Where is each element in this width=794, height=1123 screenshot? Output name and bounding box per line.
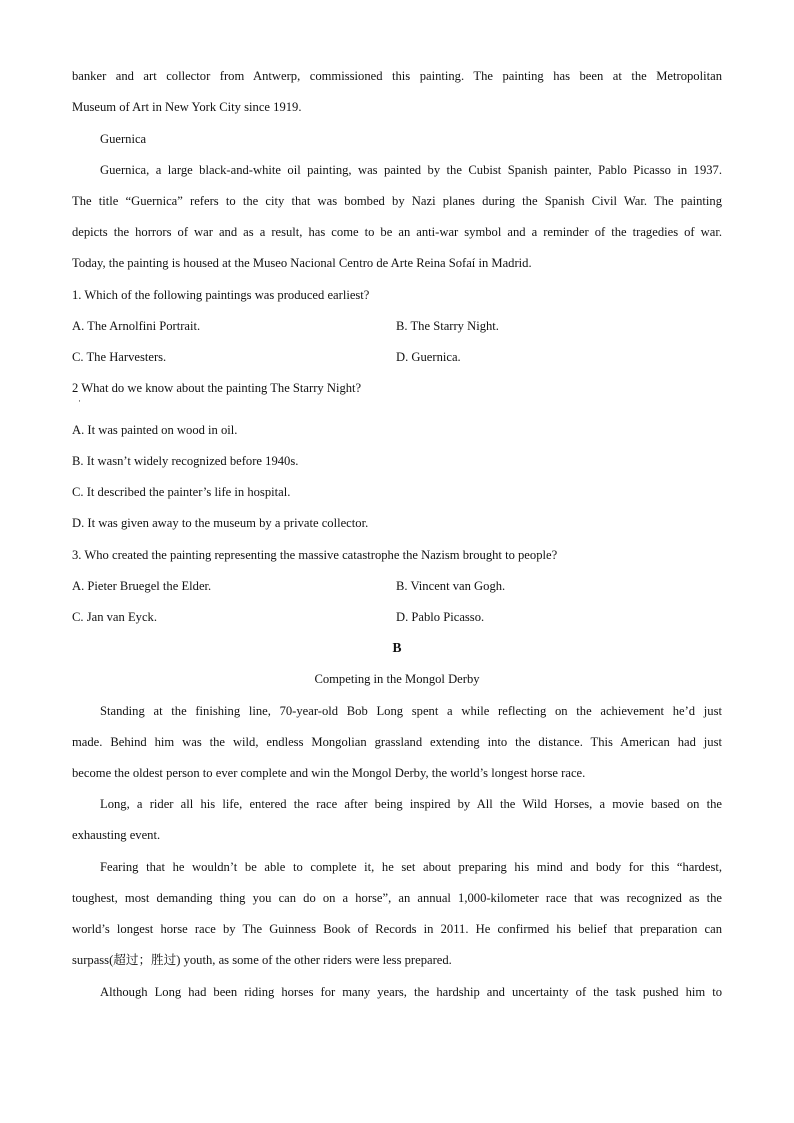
text-line: made. Behind him was the wild, endless Mongolian grassland extending into the distance. This American had just <box>72 735 722 749</box>
answer-option: B. It wasn’t widely recognized before 1940s. <box>72 454 299 468</box>
answer-option: C. Jan van Eyck. <box>72 610 157 624</box>
answer-option: C. The Harvesters. <box>72 350 167 364</box>
text-line: become the oldest person to ever complete and win the Mongol Derby, the world’s longest horse race. <box>72 766 586 780</box>
text-line: toughest, most demanding thing you can do on a horse”, an annual 1,000-kilometer race that was recognized as the <box>72 891 722 905</box>
answer-option: D. Guernica. <box>396 350 461 364</box>
question-stem: 1. Which of the following paintings was produced earliest? <box>72 288 370 302</box>
answer-option: B. Vincent van Gogh. <box>396 579 506 593</box>
text-line: Fearing that he wouldn’t be able to complete it, he set about preparing his mind and body for this “hardest, <box>100 860 722 874</box>
text-line: Museum of Art in New York City since 1919. <box>72 100 302 114</box>
text-line: depicts the horrors of war and as a result, has come to be an anti-war symbol and a reminder of the tragedies of war. <box>72 225 722 239</box>
text-line: world’s longest horse race by The Guinness Book of Records in 2011. He confirmed his belief that preparation can <box>72 922 722 936</box>
text-line: Guernica, a large black-and-white oil painting, was painted by the Cubist Spanish painter, Pablo Picasso in 1937. <box>100 163 722 177</box>
answer-option: A. The Arnolfini Portrait. <box>72 319 201 333</box>
answer-option: A. Pieter Bruegel the Elder. <box>72 579 212 593</box>
stray-mark: · <box>78 396 81 406</box>
section-heading: Guernica <box>100 132 147 146</box>
text-line: Standing at the finishing line, 70-year-old Bob Long spent a while reflecting on the achievement he’d just <box>100 704 722 718</box>
text-line: exhausting event. <box>72 828 161 842</box>
question-stem: 2 What do we know about the painting The Starry Night? <box>72 381 362 395</box>
passage-title: Competing in the Mongol Derby <box>314 672 480 686</box>
text-line: banker and art collector from Antwerp, commissioned this painting. The painting has been at the Metropolitan <box>72 69 722 83</box>
question-stem: 3. Who created the painting representing the massive catastrophe the Nazism brought to people? <box>72 548 558 562</box>
answer-option: C. It described the painter’s life in hospital. <box>72 485 291 499</box>
answer-option: B. The Starry Night. <box>396 319 499 333</box>
answer-option: A. It was painted on wood in oil. <box>72 423 238 437</box>
text-line: Although Long had been riding horses for many years, the hardship and uncertainty of the task pushed him to <box>100 985 722 999</box>
text-line: Today, the painting is housed at the Museo Nacional Centro de Arte Reina Sofaí in Madrid. <box>72 256 532 270</box>
text-line: Long, a rider all his life, entered the race after being inspired by All the Wild Horses, a movie based on the <box>100 797 722 811</box>
text-line: The title “Guernica” refers to the city that was bombed by Nazi planes during the Spanish Civil War. The painting <box>72 194 722 208</box>
text-line: surpass(超过；胜过) youth, as some of the other riders were less prepared. <box>72 953 452 967</box>
section-letter: B <box>392 640 402 655</box>
answer-option: D. It was given away to the museum by a private collector. <box>72 516 369 530</box>
answer-option: D. Pablo Picasso. <box>396 610 485 624</box>
